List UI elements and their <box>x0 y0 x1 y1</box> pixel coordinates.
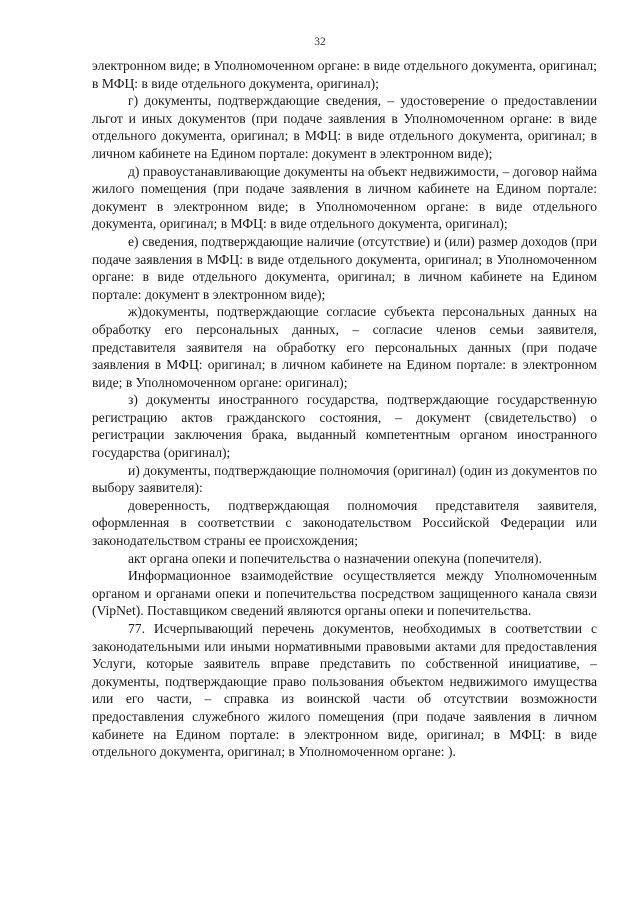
paragraph-information-exchange: Информационное взаимодействие осуществляется между Уполномоченным органом и органами опеки и попечительства посредством защищенного канала связи (VipNet). Поставщиком сведений являются органы опеки и попечительства. <box>92 568 597 619</box>
paragraph-continuation: электронном виде; в Уполномоченном органе: в виде отдельного документа, оригинал; в МФЦ: в виде отдельного документа, оригинал); <box>92 58 597 91</box>
paragraph-item-e: е) сведения, подтверждающие наличие (отсутствие) и (или) размер доходов (при подаче заявления в МФЦ: в виде отдельного документа, оригинал; в Уполномоченном органе: в виде отдельного документа, оригинал; в личном кабинете на Едином портале: документ в электронном виде); <box>92 233 597 302</box>
paragraph-section-77: 77. Исчерпывающий перечень документов, необходимых в соответствии с законодательными или иными нормативными правовыми актами для предоставления Услуги, которые заявитель вправе представить по собственной инициативе, – документы, подтверждающие право пользования объектом недвижимого имущества или его части, – справка из воинской части об отсутствии возможности предоставления служебного жилого помещения (при подаче заявления в личном кабинете на Едином портале: в электронном виде, оригинал; в МФЦ: в виде отдельного документа, оригинал; в Уполномоченном органе: ). <box>92 621 597 760</box>
paragraph-guardianship-act: акт органа опеки и попечительства о назначении опекуна (попечителя). <box>128 550 542 566</box>
page-number: 32 <box>314 36 326 48</box>
paragraph-item-i: и) документы, подтверждающие полномочия (оригинал) (один из документов по выбору заявителя): <box>92 462 597 496</box>
paragraph-item-z: з) документы иностранного государства, подтверждающие государственную регистрацию актов гражданского состояния, – документ (свидетельство) о регистрации заключения брака, выданный компетентным органом иностранного государства (оригинал); <box>92 392 597 461</box>
paragraph-power-of-attorney: доверенность, подтверждающая полномочия представителя заявителя, оформленная в соответствии с законодательством Российской Федерации или законодательством страны ее происхождения; <box>92 497 597 549</box>
paragraph-item-zh: ж)документы, подтверждающие согласие субъекта персональных данных на обработку его персональных данных, – согласие членов семьи заявителя, представителя заявителя на обработку его персональных данных (при подаче заявления в МФЦ: оригинал; в личном кабинете на Едином портале: в электронном виде; в Уполномоченном органе: оригинал); <box>92 304 597 390</box>
paragraph-item-g: г) документы, подтверждающие сведения, – удостоверение о предоставлении льгот и иных документов (при подаче заявления в Уполномоченном органе: в виде отдельного документа, оригинал; в МФЦ: в виде отдельного документа, оригинал; в личном кабинете на Едином портале: документ в электронном виде); <box>92 93 597 161</box>
paragraph-item-d: д) правоустанавливающие документы на объект недвижимости, – договор найма жилого помещения (при подаче заявления в личном кабинете на Едином портале: документ в электронном виде; в Уполномоченном органе: в виде отдельного документа, оригинал; в МФЦ: в виде отдельного документа, оригинал); <box>92 163 597 232</box>
document-body <box>92 57 597 761</box>
